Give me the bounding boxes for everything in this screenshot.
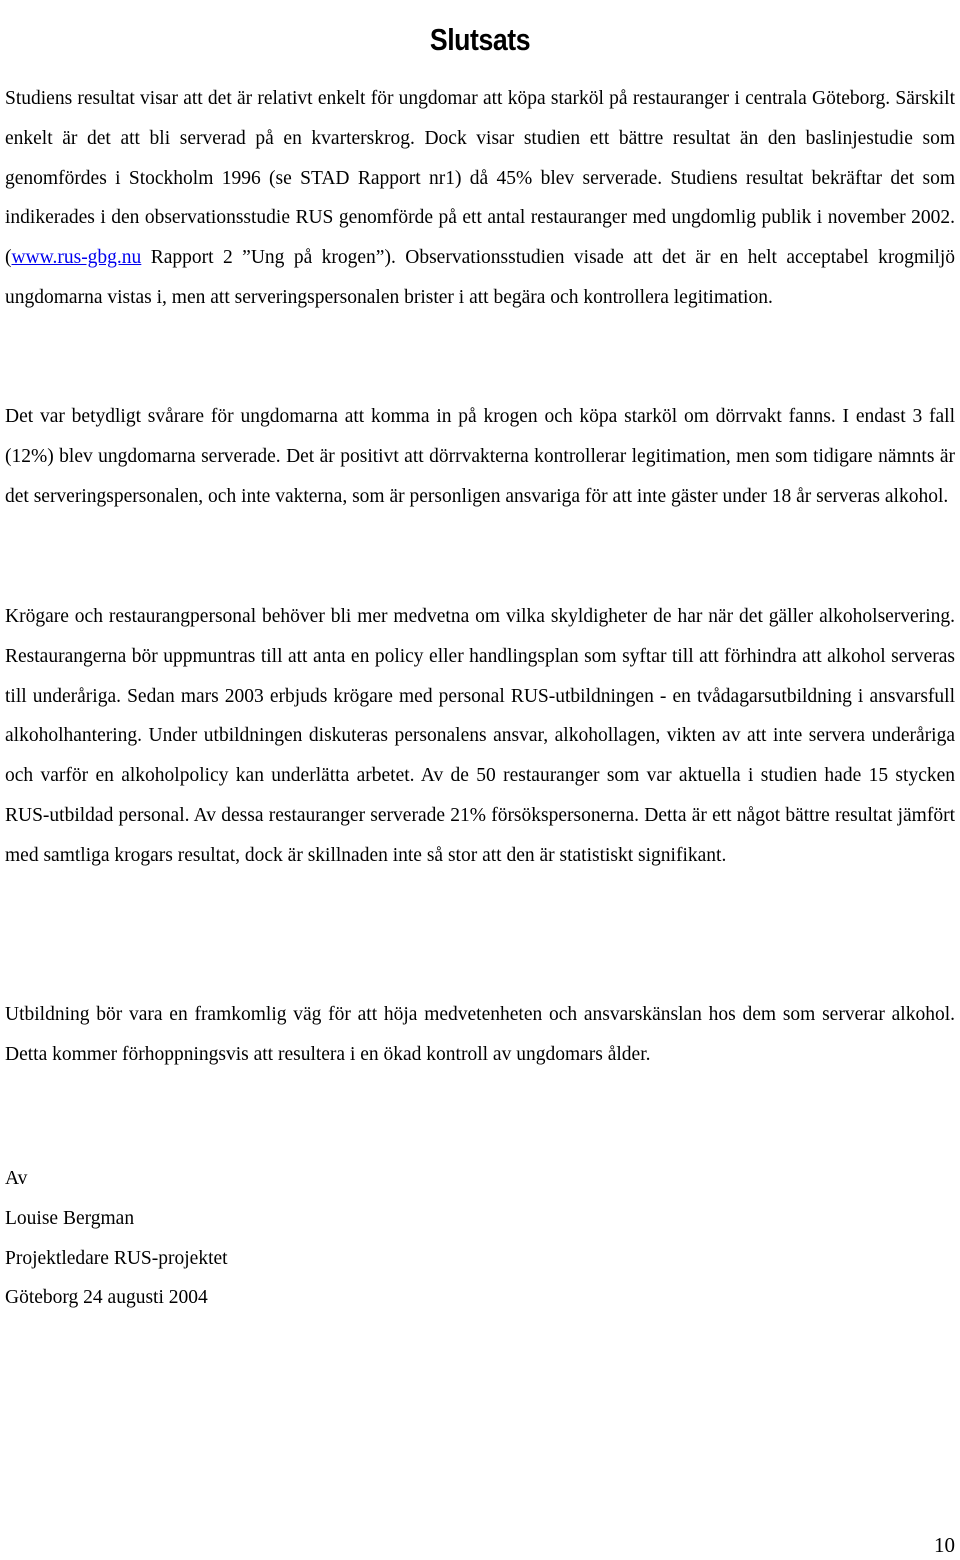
paragraph-results-text-a: Studiens resultat visar att det är relativt enkelt för ungdomar att köpa starköl på restauranger i centrala Göteborg. Särskilt enkelt är det att bli serverad på en kvarterskrog. Dock visar studien ett bättre resultat än den baslinjestudie som genomfördes i Stockholm 1996 (se STAD Rapport nr1) då 45% blev serverade. Studiens resultat bekräftar det som indikerades i den observationsstudie RUS genomförde på ett antal restauranger med ungdomlig publik i november 2002. ( xyxy=(5,88,955,269)
paragraph-results-text-b: Rapport 2 ”Ung på krogen”). Observationsstudien visade att det är en helt acceptabel krogmiljö ungdomarna vistas i, men att serveringspersonalen brister i att begära och kontrollera legitimation. xyxy=(5,247,955,308)
paragraph-results xyxy=(5,79,955,318)
signature-by: Av xyxy=(5,1168,28,1189)
rus-gbg-link[interactable]: www.rus-gbg.nu xyxy=(11,247,142,269)
signature-name: Louise Bergman xyxy=(5,1207,135,1229)
paragraph-recommendation: Utbildning bör vara en framkomlig väg för att höja medvetenheten och ansvarskänslan hos dem som serverar alkohol. Detta kommer förhoppningsvis att resultera i en ökad kontroll av ungdomars ålder. xyxy=(5,1004,955,1065)
page-number: 10 xyxy=(934,1533,955,1557)
paragraph-doorman: Det var betydligt svårare för ungdomarna att komma in på krogen och köpa starköl om dörrvakt fanns. I endast 3 fall (12%) blev ungdomarna serverade. Det är positivt att dörrvakterna kontrollerar legitimation, men som tidigare nämnts är det serveringspersonalen, och inte vakterna, som är personligen ansvariga för att inte gäster under 18 år serveras alkohol. xyxy=(5,406,955,507)
signature-block xyxy=(5,1159,228,1318)
page-title: Slutsats xyxy=(429,21,531,57)
signature-place-date: Göteborg 24 augusti 2004 xyxy=(5,1287,208,1309)
signature-role: Projektledare RUS-projektet xyxy=(5,1247,228,1269)
paragraph-training: Krögare och restaurangpersonal behöver bli mer medvetna om vilka skyldigheter de har när det gäller alkoholservering. Restaurangerna bör uppmuntras till att anta en policy eller handlingsplan som syftar till att förhindra att alkohol serveras till underåriga. Sedan mars 2003 erbjuds krögare med personal RUS-utbildningen - en tvådagarsutbildning i ansvarsfull alkoholhantering. Under utbildningen diskuteras personalens ansvar, alkohollagen, vikten av att inte servera underåriga och varför en alkoholpolicy kan underlätta arbetet. Av de 50 restauranger som var aktuella i studien hade 15 stycken RUS-utbildad personal. Av dessa restauranger serverade 21% försökspersonerna. Detta är ett något bättre resultat jämfört med samtliga krogars resultat, dock är skillnaden inte så stor att den är statistiskt signifikant. xyxy=(5,606,955,866)
